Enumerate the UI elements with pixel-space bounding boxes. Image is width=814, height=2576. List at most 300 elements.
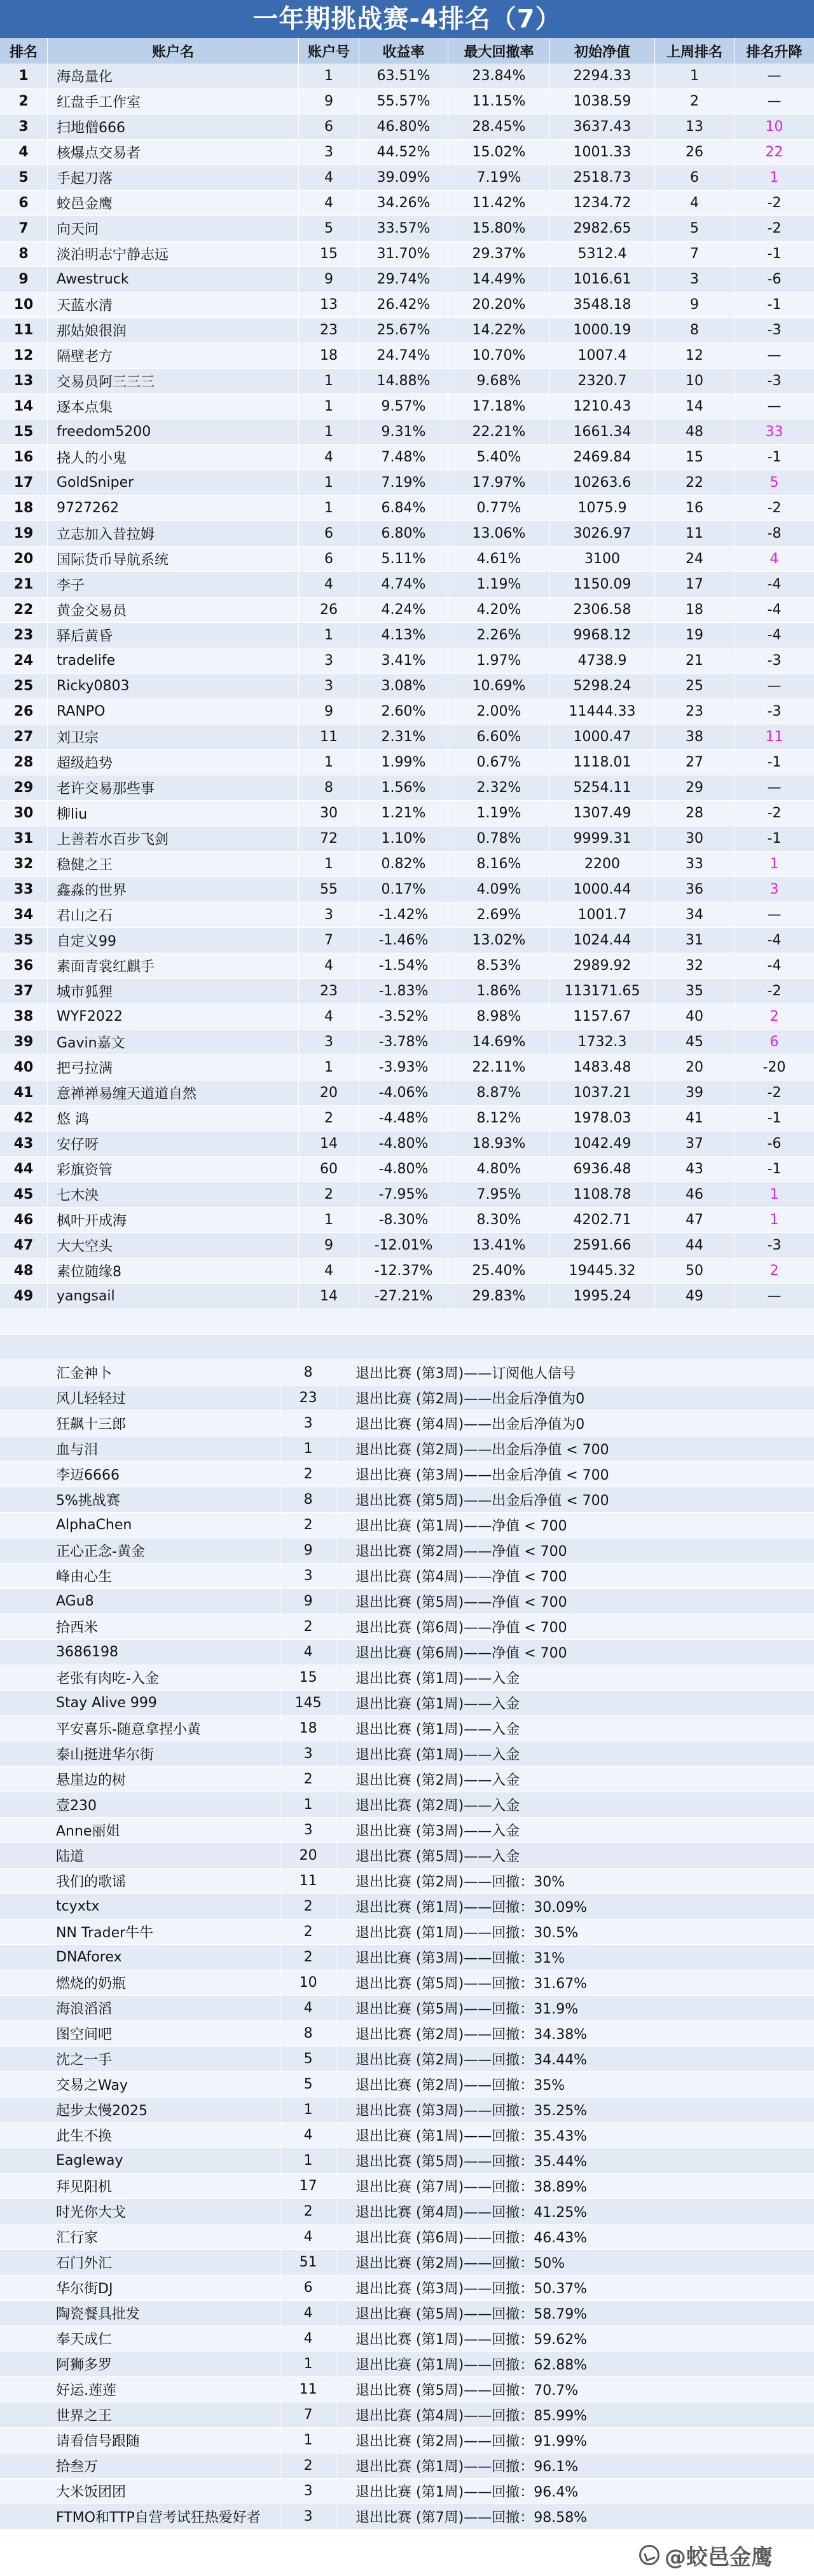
header-account-name: 账户名	[48, 38, 299, 64]
eliminated-row	[0, 1386, 814, 1411]
last-week-rank-cell: 50	[655, 1258, 735, 1283]
account-name-cell: Eagleway	[0, 2148, 280, 2173]
max-drawdown-cell: 17.18%	[448, 394, 550, 419]
account-no-cell: 3	[280, 1564, 336, 1588]
return-cell: 34.26%	[359, 191, 448, 215]
eliminated-row	[0, 1792, 814, 1818]
eliminated-row	[0, 2250, 814, 2275]
account-no-cell: 23	[299, 318, 359, 343]
table-row	[0, 419, 814, 445]
rank-change-cell: -1	[767, 1161, 782, 1177]
max-drawdown-cell: 20.20%	[448, 292, 550, 317]
account-no-cell: 5	[280, 2047, 336, 2071]
return-cell: -7.95%	[359, 1182, 448, 1207]
max-drawdown-cell: 1.97%	[448, 648, 550, 673]
rank-cell: 5	[0, 165, 48, 190]
return-cell: 24.74%	[359, 343, 448, 368]
rank-cell: 13	[0, 369, 48, 393]
account-no-cell: 1	[299, 470, 359, 495]
eliminated-row	[0, 1894, 814, 1919]
account-name-cell: 老张有肉吃-入金	[0, 1665, 280, 1690]
account-name-cell: 沈之一手	[0, 2047, 280, 2071]
rank-change-cell: -3	[767, 1237, 782, 1253]
initial-nav-cell: 2294.33	[550, 64, 655, 88]
eliminated-row	[0, 1716, 814, 1741]
account-no-cell: 2	[280, 1945, 336, 1970]
elimination-status-cell: 退出比赛 (第5周)——入金	[355, 1849, 520, 1865]
account-name-cell: 9727262	[48, 496, 299, 521]
rank-cell: 10	[0, 292, 48, 317]
max-drawdown-cell: 7.19%	[448, 165, 550, 190]
last-week-rank-cell: 2	[655, 89, 735, 114]
max-drawdown-cell: 14.69%	[448, 1030, 550, 1054]
elimination-status-cell: 退出比赛 (第2周)——出金后净值为0	[355, 1391, 585, 1407]
account-no-cell: 4	[299, 445, 359, 470]
eliminated-row	[0, 2199, 814, 2225]
rank-change-cell: -4	[767, 932, 782, 948]
eliminated-row	[0, 1843, 814, 1869]
rank-change-cell: -4	[767, 627, 782, 643]
return-cell: 9.57%	[359, 394, 448, 419]
account-name-cell: 扫地僧666	[48, 114, 299, 139]
account-name-cell: RANPO	[48, 699, 299, 724]
account-name-cell: Ricky0803	[48, 674, 299, 699]
account-name-cell: 燃烧的奶瓶	[0, 1970, 280, 1995]
return-cell: -4.80%	[359, 1131, 448, 1156]
rank-change-cell: 1	[769, 170, 779, 186]
initial-nav-cell: 5298.24	[550, 674, 655, 699]
account-no-cell: 1	[280, 2352, 336, 2376]
max-drawdown-cell: 13.02%	[448, 928, 550, 953]
rank-change-cell: -1	[767, 831, 782, 847]
eliminated-row	[0, 2453, 814, 2479]
table-row	[0, 852, 814, 877]
account-no-cell: 2	[280, 1894, 336, 1919]
table-row	[0, 267, 814, 292]
last-week-rank-cell: 15	[655, 445, 735, 470]
last-week-rank-cell: 1	[655, 64, 735, 88]
account-no-cell: 30	[299, 801, 359, 826]
elimination-status-cell: 退出比赛 (第1周)——回撤：59.62%	[355, 2332, 588, 2348]
account-no-cell: 3	[280, 2504, 336, 2529]
elimination-status-cell: 退出比赛 (第4周)——回撤：85.99%	[355, 2408, 588, 2424]
table-row	[0, 1055, 814, 1080]
last-week-rank-cell: 32	[655, 953, 735, 978]
weibo-icon	[639, 2545, 659, 2565]
last-week-rank-cell: 17	[655, 572, 735, 597]
account-name-cell: 血与泪	[0, 1436, 280, 1461]
rank-change-cell: -4	[767, 602, 782, 618]
table-row	[0, 1258, 814, 1284]
last-week-rank-cell: 40	[655, 1004, 735, 1029]
initial-nav-cell: 1042.49	[550, 1131, 655, 1156]
last-week-rank-cell: 18	[655, 597, 735, 622]
account-name-cell: 稳健之王	[48, 852, 299, 876]
eliminated-row	[0, 1589, 814, 1614]
return-cell: 33.57%	[359, 216, 448, 241]
last-week-rank-cell: 24	[655, 547, 735, 571]
last-week-rank-cell: 14	[655, 394, 735, 419]
rank-change-cell: —	[767, 348, 782, 364]
account-name-cell: 老许交易那些事	[48, 775, 299, 800]
return-cell: 5.11%	[359, 547, 448, 571]
account-name-cell: 大大空头	[48, 1233, 299, 1258]
account-no-cell: 4	[280, 2301, 336, 2326]
spacer-row	[0, 1335, 814, 1360]
max-drawdown-cell: 8.16%	[448, 852, 550, 876]
rank-cell: 37	[0, 979, 48, 1004]
table-row	[0, 547, 814, 572]
rank-cell: 39	[0, 1030, 48, 1054]
account-name-cell: 立志加入昔拉姆	[48, 521, 299, 546]
account-name-cell: 图空间吧	[0, 2021, 280, 2046]
return-cell: -4.80%	[359, 1157, 448, 1182]
return-cell: 0.17%	[359, 877, 448, 902]
account-no-cell: 145	[280, 1691, 336, 1715]
elimination-status-cell: 退出比赛 (第2周)——入金	[355, 1773, 520, 1789]
account-no-cell: 20	[280, 1843, 336, 1868]
rank-change-cell: —	[767, 907, 782, 923]
initial-nav-cell: 1732.3	[550, 1030, 655, 1054]
account-name-cell: 淡泊明志宁静志远	[48, 242, 299, 266]
elimination-status-cell: 退出比赛 (第1周)——回撤：96.4%	[355, 2484, 579, 2500]
return-cell: 6.80%	[359, 521, 448, 546]
max-drawdown-cell: 14.49%	[448, 267, 550, 292]
account-no-cell: 8	[280, 2021, 336, 2046]
elimination-status-cell: 退出比赛 (第2周)——回撤：30%	[355, 1874, 565, 1890]
return-cell: -12.01%	[359, 1233, 448, 1258]
account-name-cell: 自定义99	[48, 928, 299, 953]
return-cell: -1.54%	[359, 953, 448, 978]
last-week-rank-cell: 48	[655, 419, 735, 444]
last-week-rank-cell: 6	[655, 165, 735, 190]
account-name-cell: DNAforex	[0, 1945, 280, 1970]
max-drawdown-cell: 8.53%	[448, 953, 550, 978]
rank-cell: 1	[0, 64, 48, 88]
last-week-rank-cell: 25	[655, 674, 735, 699]
rank-cell: 45	[0, 1182, 48, 1207]
eliminated-row	[0, 2225, 814, 2250]
elimination-status-cell: 退出比赛 (第1周)——回撤：96.1%	[355, 2459, 579, 2475]
table-row	[0, 114, 814, 140]
rank-change-cell: 2	[769, 1009, 779, 1025]
rank-change-cell: -1	[767, 1110, 782, 1126]
account-name-cell: 此生不换	[0, 2123, 280, 2148]
elimination-status-cell: 退出比赛 (第1周)——回撤：62.88%	[355, 2357, 588, 2373]
account-name-cell: 鑫淼的世界	[48, 877, 299, 902]
rank-cell: 32	[0, 852, 48, 876]
elimination-status-cell: 退出比赛 (第5周)——净值 < 700	[355, 1595, 567, 1611]
max-drawdown-cell: 6.60%	[448, 725, 550, 749]
account-no-cell: 3	[299, 1030, 359, 1054]
max-drawdown-cell: 4.20%	[448, 597, 550, 622]
account-no-cell: 6	[299, 521, 359, 546]
initial-nav-cell: 1007.4	[550, 343, 655, 368]
table-row	[0, 1080, 814, 1106]
max-drawdown-cell: 2.69%	[448, 903, 550, 927]
account-name-cell: 七木泱	[48, 1182, 299, 1207]
return-cell: 2.31%	[359, 725, 448, 749]
account-name-cell: 超级趋势	[48, 750, 299, 775]
account-name-cell: 狂飙十三郎	[0, 1411, 280, 1436]
max-drawdown-cell: 22.21%	[448, 419, 550, 444]
initial-nav-cell: 1000.19	[550, 318, 655, 343]
rank-cell: 24	[0, 648, 48, 673]
rank-cell: 21	[0, 572, 48, 597]
elimination-status-cell: 退出比赛 (第1周)——回撤：30.5%	[355, 1925, 579, 1941]
max-drawdown-cell: 7.95%	[448, 1182, 550, 1207]
elimination-status-cell: 退出比赛 (第4周)——净值 < 700	[355, 1569, 567, 1585]
initial-nav-cell: 1016.61	[550, 267, 655, 292]
account-no-cell: 2	[299, 1106, 359, 1131]
account-name-cell: 逐本点集	[48, 394, 299, 419]
last-week-rank-cell: 22	[655, 470, 735, 495]
max-drawdown-cell: 13.41%	[448, 1233, 550, 1258]
eliminated-row	[0, 1360, 814, 1386]
account-no-cell: 8	[299, 775, 359, 800]
initial-nav-cell: 1000.44	[550, 877, 655, 902]
account-no-cell: 55	[299, 877, 359, 902]
rank-change-cell: -2	[767, 983, 782, 999]
return-cell: 1.21%	[359, 801, 448, 826]
table-row	[0, 89, 814, 114]
rank-cell: 43	[0, 1131, 48, 1156]
rank-cell: 18	[0, 496, 48, 521]
rank-cell: 28	[0, 750, 48, 775]
table-row	[0, 343, 814, 369]
last-week-rank-cell: 11	[655, 521, 735, 546]
last-week-rank-cell: 23	[655, 699, 735, 724]
initial-nav-cell: 6936.48	[550, 1157, 655, 1182]
elimination-status-cell: 退出比赛 (第3周)——订阅他人信号	[355, 1366, 576, 1382]
account-no-cell: 4	[280, 2225, 336, 2249]
max-drawdown-cell: 29.83%	[448, 1284, 550, 1309]
table-row	[0, 521, 814, 547]
elimination-status-cell: 退出比赛 (第2周)——净值 < 700	[355, 1544, 567, 1560]
return-cell: 6.84%	[359, 496, 448, 521]
last-week-rank-cell: 47	[655, 1208, 735, 1232]
initial-nav-cell: 2306.58	[550, 597, 655, 622]
initial-nav-cell: 1995.24	[550, 1284, 655, 1309]
account-no-cell: 1	[280, 2148, 336, 2173]
rank-change-cell: 22	[765, 144, 783, 160]
account-no-cell: 13	[299, 292, 359, 317]
account-no-cell: 3	[280, 2479, 336, 2504]
max-drawdown-cell: 17.97%	[448, 470, 550, 495]
rank-cell: 12	[0, 343, 48, 368]
table-row	[0, 953, 814, 979]
account-no-cell: 1	[299, 852, 359, 876]
elimination-status-cell: 退出比赛 (第5周)——回撤：70.7%	[355, 2383, 579, 2399]
table-row	[0, 1030, 814, 1055]
table-row	[0, 1106, 814, 1131]
account-no-cell: 1	[299, 750, 359, 775]
rank-cell: 14	[0, 394, 48, 419]
initial-nav-cell: 3100	[550, 547, 655, 571]
account-no-cell: 1	[280, 1436, 336, 1461]
return-cell: 0.82%	[359, 852, 448, 876]
account-name-cell: 素位随缘8	[48, 1258, 299, 1283]
account-no-cell: 3	[299, 648, 359, 673]
account-no-cell: 3	[280, 1741, 336, 1766]
initial-nav-cell: 3637.43	[550, 114, 655, 139]
return-cell: 63.51%	[359, 64, 448, 88]
account-name-cell: 世界之王	[0, 2402, 280, 2427]
max-drawdown-cell: 22.11%	[448, 1055, 550, 1080]
eliminated-row	[0, 2174, 814, 2199]
account-no-cell: 15	[299, 242, 359, 266]
table-row	[0, 801, 814, 826]
elimination-status-cell: 退出比赛 (第3周)——回撤：35.25%	[355, 2103, 588, 2119]
table-row	[0, 1004, 814, 1030]
initial-nav-cell: 3548.18	[550, 292, 655, 317]
account-no-cell: 1	[299, 394, 359, 419]
watermark	[639, 2539, 773, 2571]
account-no-cell: 2	[280, 1462, 336, 1487]
eliminated-row	[0, 2047, 814, 2072]
table-row	[0, 64, 814, 89]
max-drawdown-cell: 0.78%	[448, 826, 550, 851]
return-cell: 26.42%	[359, 292, 448, 317]
table-row	[0, 648, 814, 674]
table-row	[0, 140, 814, 165]
account-no-cell: 9	[299, 1233, 359, 1258]
elimination-status-cell: 退出比赛 (第5周)——出金后净值 < 700	[355, 1493, 609, 1509]
last-week-rank-cell: 3	[655, 267, 735, 292]
rank-cell: 34	[0, 903, 48, 927]
initial-nav-cell: 1483.48	[550, 1055, 655, 1080]
account-no-cell: 9	[280, 1538, 336, 1563]
account-name-cell: tradelife	[48, 648, 299, 673]
initial-nav-cell: 4202.71	[550, 1208, 655, 1232]
return-cell: 2.60%	[359, 699, 448, 724]
account-name-cell: 汇金神卜	[0, 1360, 280, 1385]
account-name-cell: 意禅禅易缠天道道自然	[48, 1080, 299, 1105]
eliminated-row	[0, 1919, 814, 1945]
account-no-cell: 1	[280, 2428, 336, 2453]
account-no-cell: 6	[299, 114, 359, 139]
return-cell: 29.74%	[359, 267, 448, 292]
eliminated-row	[0, 1487, 814, 1513]
account-name-cell: 壹230	[0, 1792, 280, 1817]
account-no-cell: 11	[280, 1869, 336, 1893]
elimination-status-cell: 退出比赛 (第3周)——入金	[355, 1823, 520, 1839]
last-week-rank-cell: 26	[655, 140, 735, 165]
account-no-cell: 23	[299, 979, 359, 1004]
rank-cell: 30	[0, 801, 48, 826]
spacer-row	[0, 1309, 814, 1335]
eliminated-row	[0, 2275, 814, 2301]
return-cell: 7.48%	[359, 445, 448, 470]
initial-nav-cell: 2469.84	[550, 445, 655, 470]
last-week-rank-cell: 10	[655, 369, 735, 393]
table-row	[0, 216, 814, 242]
initial-nav-cell: 113171.65	[550, 979, 655, 1004]
elimination-status-cell: 退出比赛 (第3周)——回撤：50.37%	[355, 2281, 588, 2297]
eliminated-row	[0, 1767, 814, 1792]
account-name-cell: 核爆点交易者	[48, 140, 299, 165]
elimination-status-cell: 退出比赛 (第5周)——回撤：58.79%	[355, 2307, 588, 2322]
account-name-cell: 拾叁万	[0, 2453, 280, 2478]
account-name-cell: 陆道	[0, 1843, 280, 1868]
account-no-cell: 10	[280, 1970, 336, 1995]
last-week-rank-cell: 29	[655, 775, 735, 800]
return-cell: -3.78%	[359, 1030, 448, 1054]
max-drawdown-cell: 1.86%	[448, 979, 550, 1004]
max-drawdown-cell: 15.80%	[448, 216, 550, 241]
account-no-cell: 5	[280, 2072, 336, 2097]
rank-cell: 17	[0, 470, 48, 495]
account-no-cell: 11	[280, 2377, 336, 2402]
table-row	[0, 191, 814, 216]
last-week-rank-cell: 49	[655, 1284, 735, 1309]
account-no-cell: 20	[299, 1080, 359, 1105]
initial-nav-cell: 1001.7	[550, 903, 655, 927]
last-week-rank-cell: 5	[655, 216, 735, 241]
account-no-cell: 6	[299, 547, 359, 571]
table-row	[0, 165, 814, 191]
table-row	[0, 979, 814, 1004]
rank-cell: 2	[0, 89, 48, 114]
last-week-rank-cell: 35	[655, 979, 735, 1004]
table-row	[0, 674, 814, 699]
max-drawdown-cell: 4.80%	[448, 1157, 550, 1182]
account-name-cell: tcyxtx	[0, 1894, 280, 1919]
last-week-rank-cell: 45	[655, 1030, 735, 1054]
max-drawdown-cell: 4.09%	[448, 877, 550, 902]
rank-cell: 19	[0, 521, 48, 546]
account-no-cell: 4	[280, 2326, 336, 2351]
account-name-cell: 起步太慢2025	[0, 2097, 280, 2122]
header-initial-nav: 初始净值	[550, 38, 655, 64]
account-name-cell: 正心正念-黄金	[0, 1538, 280, 1563]
rank-change-cell: 6	[769, 1034, 779, 1050]
rank-change-cell: -3	[767, 704, 782, 719]
account-no-cell: 26	[299, 597, 359, 622]
return-cell: -27.21%	[359, 1284, 448, 1309]
account-name-cell: freedom5200	[48, 419, 299, 444]
account-name-cell: 挠人的小鬼	[48, 445, 299, 470]
initial-nav-cell: 3026.97	[550, 521, 655, 546]
initial-nav-cell: 1037.21	[550, 1080, 655, 1105]
account-name-cell: 悠 鸿	[48, 1106, 299, 1131]
table-row	[0, 877, 814, 903]
rank-cell: 47	[0, 1233, 48, 1258]
account-no-cell: 9	[280, 1589, 336, 1614]
last-week-rank-cell: 27	[655, 750, 735, 775]
table-row	[0, 903, 814, 928]
account-name-cell: 隔壁老方	[48, 343, 299, 368]
eliminated-row	[0, 1741, 814, 1767]
rank-change-cell: 3	[769, 882, 779, 897]
return-cell: -12.37%	[359, 1258, 448, 1283]
max-drawdown-cell: 28.45%	[448, 114, 550, 139]
rank-change-cell: 11	[765, 729, 783, 745]
return-cell: 7.19%	[359, 470, 448, 495]
eliminated-row	[0, 2148, 814, 2174]
last-week-rank-cell: 16	[655, 496, 735, 521]
last-week-rank-cell: 12	[655, 343, 735, 368]
account-name-cell: 阿狮多罗	[0, 2352, 280, 2376]
account-no-cell: 7	[299, 928, 359, 953]
rank-change-cell: -20	[762, 1060, 786, 1075]
account-name-cell: Anne丽姐	[0, 1818, 280, 1843]
account-name-cell: 那姑娘很润	[48, 318, 299, 343]
initial-nav-cell: 1661.34	[550, 419, 655, 444]
eliminated-row	[0, 1538, 814, 1564]
initial-nav-cell: 9999.31	[550, 826, 655, 851]
eliminated-row	[0, 2097, 814, 2123]
